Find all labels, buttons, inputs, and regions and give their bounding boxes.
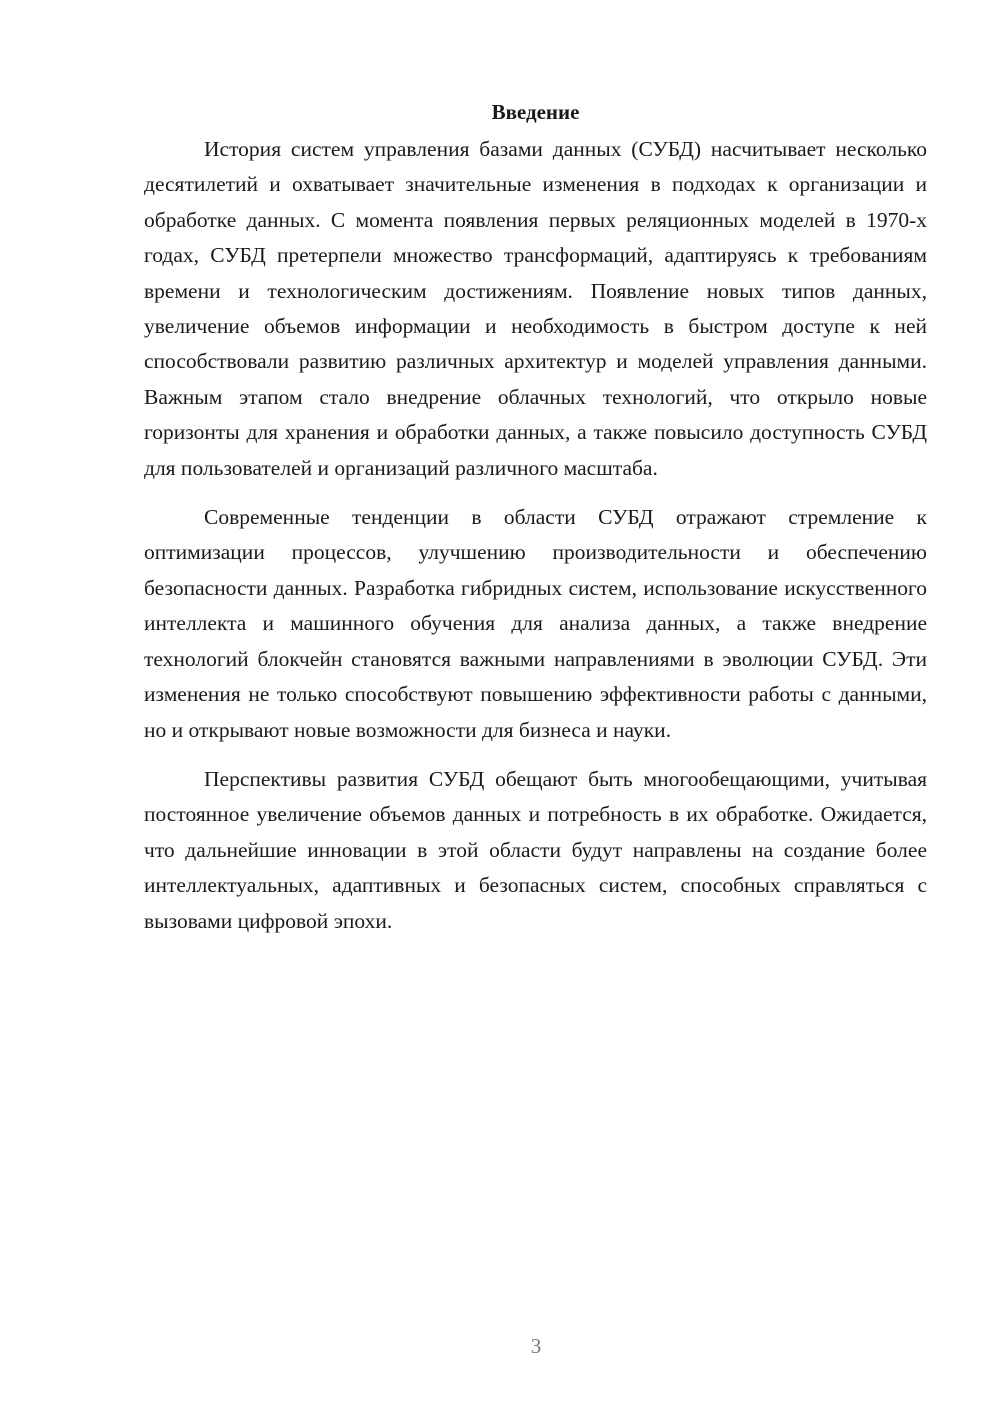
paragraph-history: История систем управления базами данных (СУБД) насчитывает несколько десятилетий и охватывает значительные изменения в подходах к организации и обработке данных. С момента появления первых реляционных моделей в 1970-х годах, СУБД претерпели множество трансформаций, адаптируясь к требованиям времени и технологическим достижениям. Появление новых типов данных, увеличение объемов информации и необходимость в быстром доступе к ней способствовали развитию различных архитектур и моделей управления данными. Важным этапом стало внедрение облачных технологий, что открыло новые горизонты для хранения и обработки данных, а также повысило доступность СУБД для пользователей и организаций различного масштаба. xyxy=(144,137,927,480)
page-content xyxy=(144,98,927,939)
page-number: 3 xyxy=(530,1334,542,1358)
paragraph-trends: Современные тенденции в области СУБД отражают стремление к оптимизации процессов, улучшению производительности и обеспечению безопасности данных. Разработка гибридных систем, использование искусственного интеллекта и машинного обучения для анализа данных, а также внедрение технологий блокчейн становятся важными направлениями в эволюции СУБД. Эти изменения не только способствуют повышению эффективности работы с данными, но и открывают новые возможности для бизнеса и науки. xyxy=(144,505,927,742)
section-heading: Введение xyxy=(491,100,580,124)
paragraph-prospects: Перспективы развития СУБД обещают быть многообещающими, учитывая постоянное увеличение объемов данных и потребность в их обработке. Ожидается, что дальнейшие инновации в этой области будут направлены на создание более интеллектуальных, адаптивных и безопасных систем, способных справляться с вызовами цифровой эпохи. xyxy=(144,766,927,933)
